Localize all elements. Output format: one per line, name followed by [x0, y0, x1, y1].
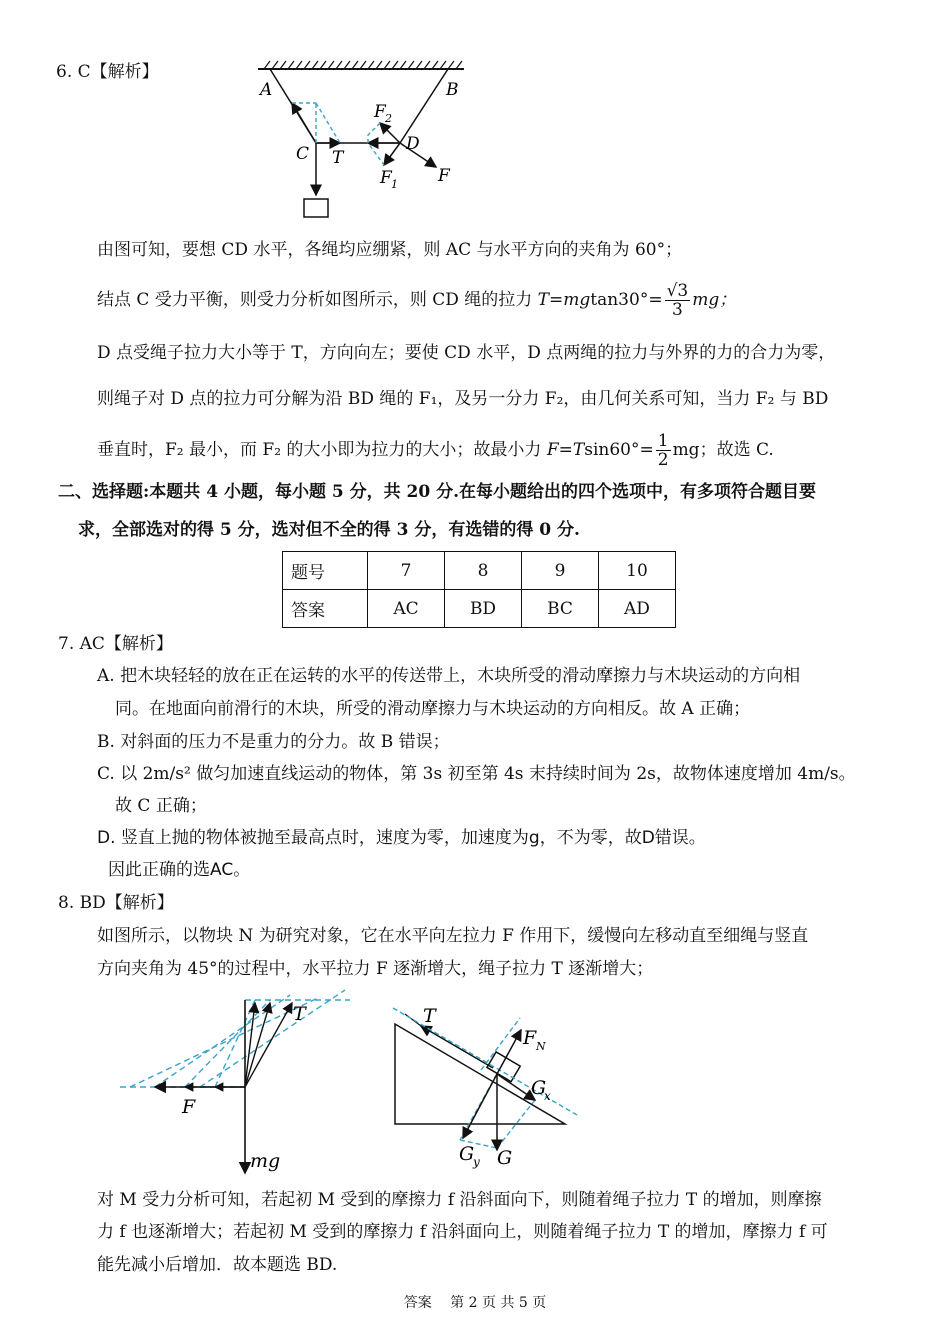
label-d: D: [406, 134, 420, 154]
answer-table: [282, 551, 676, 628]
table-cell: 7: [368, 552, 445, 590]
table-row2-label: 答案: [283, 590, 368, 628]
weight-box: [304, 199, 328, 217]
q8-paragraph-line1: 如图所示，以物块 N 为研究对象，它在水平向左拉力 F 作用下，缓慢向左移动直至细绳与竖直: [97, 926, 809, 946]
q8-paragraph-line3: 对 M 受力分析可知，若起初 M 受到的摩擦力 f 沿斜面向下，则随着绳子拉力 T 的增加，则摩擦: [97, 1190, 822, 1210]
table-cell: BC: [522, 590, 599, 628]
q6-line3: D 点受绳子拉力大小等于 T，方向向左；要使 CD 水平，D 点两绳的拉力与外界的力的合力为零，: [97, 343, 836, 363]
rope-bd: [400, 69, 448, 143]
section2-line2: 求，全部选对的得 5 分，选对但不全的得 3 分，有选错的得 0 分.: [78, 520, 580, 540]
label-t-right: T: [423, 1005, 436, 1027]
q8-force-triangle-diagram: [110, 985, 360, 1180]
label-b: B: [446, 80, 459, 100]
table-cell: AC: [368, 590, 445, 628]
label-a: A: [260, 80, 273, 100]
q6-line5-formula: F=T: [546, 440, 585, 460]
label-gy: G: [459, 1143, 475, 1165]
table-cell: 10: [599, 552, 676, 590]
q6-line2-formula: T=mg: [537, 290, 591, 310]
q8-paragraph-line4: 力 f 也逐渐增大；若起初 M 受到的摩擦力 f 沿斜面向上，则随着绳子拉力 T 的增加，摩擦力 f 可: [97, 1222, 828, 1242]
q7-option-a-line1: A. 把木块轻轻的放在正在运转的水平的传送带上，木块所受的滑动摩擦力与木块运动的方向相: [97, 666, 801, 686]
q8-heading: 8. BD【解析】: [58, 893, 174, 913]
label-c: C: [296, 144, 310, 164]
section2-line1: 二、选择题:本题共 4 小题，每小题 5 分，共 20 分.在每小题给出的四个选项中，有多项符合题目要: [58, 482, 817, 502]
q6-line2-a: 结点 C 受力平衡，则受力分析如图所示，则 CD 绳的拉力: [97, 290, 538, 310]
label-mg: mg: [250, 1150, 281, 1172]
q7-option-c-line1: C. 以 2m/s² 做匀加速直线运动的物体，第 3s 初至第 4s 末持续时间为 2s，故物体速度增加 4m/s。: [97, 764, 856, 784]
q6-line5-end: mg；故选 C.: [672, 440, 774, 460]
label-gx: G: [531, 1077, 547, 1099]
table-cell: AD: [599, 590, 676, 628]
q6-line4: 则绳子对 D 点的拉力可分解为沿 BD 绳的 F₁，及另一分力 F₂，由几何关系可知，当力 F₂ 与 BD: [97, 389, 829, 409]
label-f2-sub: 2: [385, 112, 392, 125]
label-f-left: F: [182, 1096, 196, 1118]
q6-line2-tan: tan30°=: [590, 290, 663, 310]
q6-line5-a: 垂直时，F₂ 最小，而 F₂ 的大小即为拉力的大小；故最小力: [97, 440, 547, 460]
label-f: F: [438, 166, 450, 186]
q8-paragraph-line2: 方向夹角为 45°的过程中，水平拉力 F 逐渐增大，绳子拉力 T 逐渐增大；: [97, 959, 654, 979]
q7-option-b: B. 对斜面的压力不是重力的分力。故 B 错误；: [97, 732, 450, 752]
label-g: G: [497, 1147, 513, 1169]
table-cell: BD: [445, 590, 522, 628]
q6-line1: 由图可知，要想 CD 水平，各绳均应绷紧，则 AC 与水平方向的夹角为 60°；: [97, 240, 683, 260]
label-f1-sub: 1: [391, 178, 398, 191]
table-row: [283, 552, 676, 590]
q6-line2: [97, 280, 736, 320]
table-cell: 9: [522, 552, 599, 590]
q6-fraction-1-over-2: $\frac{1}{2}$: [657, 431, 669, 470]
q6-line5: [97, 430, 774, 470]
label-gy-sub: y: [473, 1155, 480, 1169]
table-row: [283, 590, 676, 628]
q6-fraction-sqrt3-over-3: $\frac{√3}{3}$: [666, 281, 689, 320]
q8-paragraph-line5: 能先减小后增加．故本题选 BD.: [97, 1255, 338, 1275]
label-gx-sub: x: [544, 1089, 551, 1103]
q7-option-d: D. 竖直上抛的物体被抛至最高点时，速度为零，加速度为g，不为零，故D错误。: [97, 828, 706, 848]
page-footer: 答案 第 2 页 共 5 页: [403, 1295, 547, 1311]
label-fn-sub: N: [536, 1040, 546, 1053]
label-fn: F: [523, 1027, 537, 1049]
label-f1: F: [380, 168, 392, 188]
q7-conclusion: 因此正确的选AC。: [108, 860, 251, 880]
q7-heading: 7. AC【解析】: [58, 634, 173, 654]
q6-force-diagram: [240, 55, 480, 225]
table-cell: 8: [445, 552, 522, 590]
label-t: T: [332, 148, 344, 168]
q7-option-c-line2: 故 C 正确；: [115, 796, 207, 816]
label-t-left: T: [293, 1003, 306, 1025]
q6-line5-sin: sin60°=: [584, 440, 654, 460]
q8-incline-diagram: [385, 1000, 585, 1175]
q7-option-a-line2: 同。在地面向前滑行的木块，所受的滑动摩擦力与木块运动的方向相反。故 A 正确；: [115, 699, 751, 719]
table-row1-label: 题号: [283, 552, 368, 590]
label-f2: F: [374, 102, 386, 122]
q6-heading: 6. C【解析】: [56, 62, 159, 82]
q6-line2-end: mg；: [692, 290, 737, 310]
